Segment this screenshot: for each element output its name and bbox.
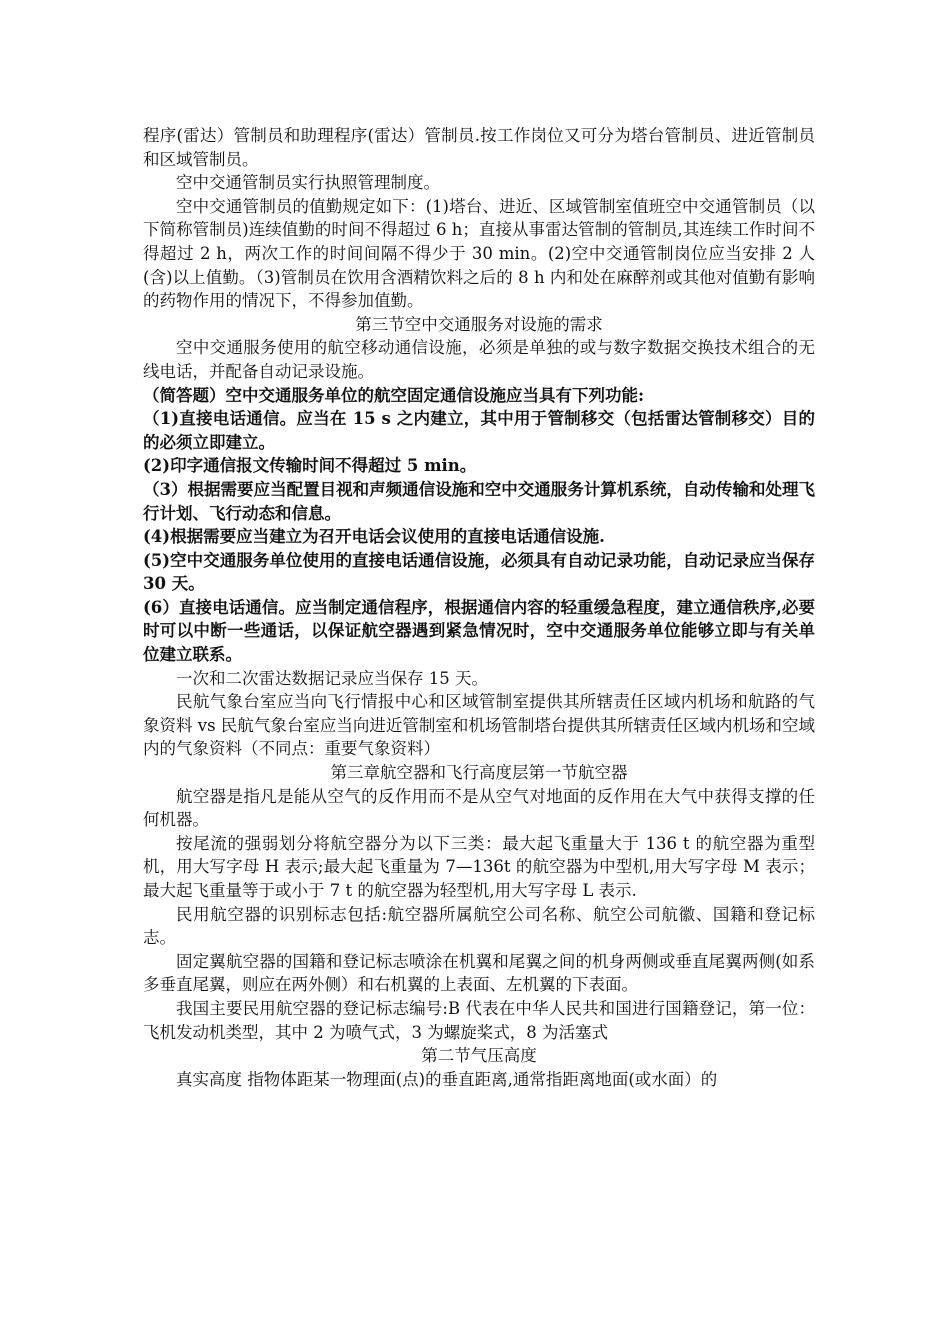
list-item-5: (5)空中交通服务单位使用的直接电话通信设施，必须具有自动记录功能，自动记录应当保存 30 天。	[143, 550, 815, 594]
list-item-2: (2)印字通信报文传输时间不得超过 5 min。	[143, 456, 477, 476]
paragraph-license: 空中交通管制员实行执照管理制度。	[176, 173, 440, 193]
paragraph-aircraft-definition: 航空器是指凡是能从空气的反作用而不是从空气对地面的反作用在大气中获得支撑的任何机器。	[143, 786, 815, 830]
paragraph-true-altitude: 真实高度 指物体距某一物理面(点)的垂直距离,通常指距离地面(或水面）的	[176, 1069, 718, 1089]
paragraph-mobile-comm: 空中交通服务使用的航空移动通信设施，必须是单独的或与数字数据交换技术组合的无线电话，并配备自动记录设施。	[143, 338, 815, 381]
list-item-1: （1)直接电话通信。应当在 15 s 之内建立，其中用于管制移交（包括雷达管制移交）目的的必须立即建立。	[143, 409, 815, 452]
paragraph-identification: 民用航空器的识别标志包括:航空器所属航空公司名称、航空公司航徽、国籍和登记标志。	[143, 904, 815, 948]
paragraph-question-fixed-comm: （简答题）空中交通服务单位的航空固定通信设施应当具有下列功能:	[143, 385, 645, 405]
section-heading-pressure-altitude: 第二节气压高度	[421, 1046, 537, 1066]
paragraph-radar-records: 一次和二次雷达数据记录应当保存 15 天。	[176, 668, 488, 688]
paragraph-weather-info: 民航气象台室应当向飞行情报中心和区域管制室提供其所辖责任区域内机场和航路的气象资料 vs 民航气象台室应当向进近管制室和机场管制塔台提供其所辖责任区域内机场和空域内的气象资料（不同点：重要气象资料）	[143, 692, 815, 759]
paragraph-wake-categories: 按尾流的强弱划分将航空器分为以下三类：最大起飞重量大于 136 t 的航空器为重型机，用大写字母 H 表示;最大起飞重量为 7—136t 的航空器为中型机,用大写字母 M 表示；最大起飞重量等于或小于 7 t 的航空器为轻型机,用大写字母 L 表示.	[143, 833, 815, 900]
document-page	[143, 124, 815, 1091]
list-item-6: (6）直接电话通信。应当制定通信程序，根据通信内容的轻重缓急程度，建立通信秩序,必要时可以中断一些通话，以保证航空器遇到紧急情况时，空中交通服务单位能够立即与有关单位建立联系。	[143, 597, 815, 665]
chapter-heading-aircraft: 第三章航空器和飞行高度层第一节航空器	[330, 763, 628, 783]
list-item-3: （3）根据需要应当配置目视和声频通信设施和空中交通服务计算机系统，自动传输和处理飞行计划、飞行动态和信息。	[143, 479, 815, 523]
paragraph-marking-location: 固定翼航空器的国籍和登记标志喷涂在机翼和尾翼之间的机身两侧或垂直尾翼两侧(如系多垂直尾翼，则应在两外侧）和右机翼的上表面、左机翼的下表面。	[143, 951, 815, 995]
paragraph-duty-rules: 空中交通管制员的值勤规定如下：(1)塔台、进近、区域管制室值班空中交通管制员（以下简称管制员)连续值勤的时间不得超过 6 h；直接从事雷达管制的管制员,其连续工作时间不得超过 2 h，两次工作的时间间隔不得少于 30 min。(2)空中交通管制岗位应当安排 2 人(含)以上值勤。（3)管制员在饮用含酒精饮料之后的 8 h 内和处在麻醉剂或其他对值勤有影响的药物作用的情况下，不得参加值勤。	[143, 196, 815, 311]
paragraph-registration-code: 我国主要民用航空器的登记标志编号:B 代表在中华人民共和国进行国籍登记，第一位：飞机发动机类型，其中 2 为喷气式，3 为螺旋桨式，8 为活塞式	[143, 998, 815, 1042]
list-item-4: (4)根据需要应当建立为召开电话会议使用的直接电话通信设施.	[143, 527, 605, 547]
section-heading-facilities: 第三节空中交通服务对设施的需求	[355, 314, 603, 334]
paragraph-staff-types: 程序(雷达）管制员和助理程序(雷达）管制员.按工作岗位又可分为塔台管制员、进近管制员和区域管制员。	[143, 126, 815, 169]
